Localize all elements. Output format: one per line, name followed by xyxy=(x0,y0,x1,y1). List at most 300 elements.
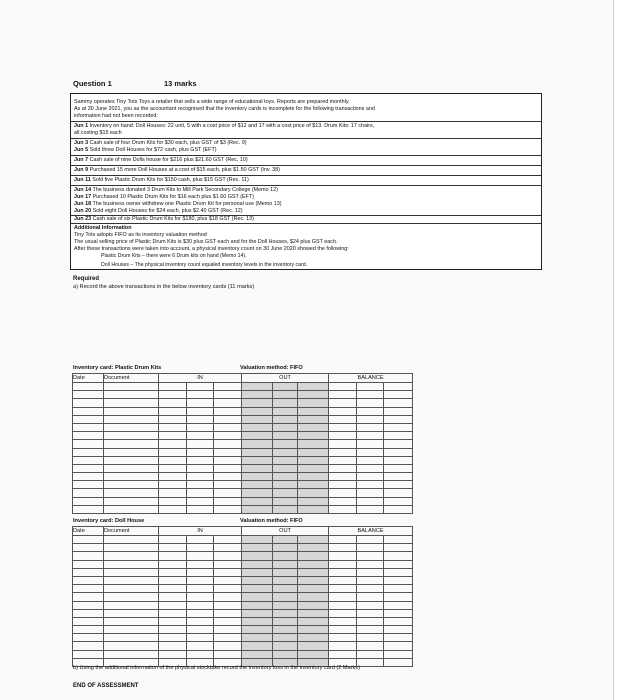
card-cell[interactable] xyxy=(384,593,413,601)
card-cell[interactable] xyxy=(384,601,413,609)
card-cell[interactable] xyxy=(329,464,357,472)
card-cell[interactable] xyxy=(214,456,242,464)
card-cell[interactable] xyxy=(242,544,273,552)
card-cell[interactable] xyxy=(73,568,104,576)
card-cell[interactable] xyxy=(73,536,104,544)
card-cell[interactable] xyxy=(357,473,384,481)
card-cell[interactable] xyxy=(357,585,384,593)
card-cell[interactable] xyxy=(273,473,298,481)
card-cell[interactable] xyxy=(187,423,214,431)
card-cell[interactable] xyxy=(384,481,413,489)
card-cell[interactable] xyxy=(298,415,329,423)
card-cell[interactable] xyxy=(187,544,214,552)
card-cell[interactable] xyxy=(329,568,357,576)
card-cell[interactable] xyxy=(73,609,104,617)
card-cell[interactable] xyxy=(273,576,298,584)
card-cell[interactable] xyxy=(357,650,384,658)
card-cell[interactable] xyxy=(104,391,159,399)
card-cell[interactable] xyxy=(73,464,104,472)
card-cell[interactable] xyxy=(104,650,159,658)
card-cell[interactable] xyxy=(242,552,273,560)
card-cell[interactable] xyxy=(104,464,159,472)
card-cell[interactable] xyxy=(273,464,298,472)
card-cell[interactable] xyxy=(159,448,187,456)
card-cell[interactable] xyxy=(187,505,214,513)
card-cell[interactable] xyxy=(273,505,298,513)
card-cell[interactable] xyxy=(73,383,104,391)
card-cell[interactable] xyxy=(214,552,242,560)
card-cell[interactable] xyxy=(159,505,187,513)
card-cell[interactable] xyxy=(104,497,159,505)
card-cell[interactable] xyxy=(298,481,329,489)
card-cell[interactable] xyxy=(273,601,298,609)
card-cell[interactable] xyxy=(298,464,329,472)
card-cell[interactable] xyxy=(159,650,187,658)
card-cell[interactable] xyxy=(273,634,298,642)
card-cell[interactable] xyxy=(329,617,357,625)
card-cell[interactable] xyxy=(73,473,104,481)
card-cell[interactable] xyxy=(214,399,242,407)
card-cell[interactable] xyxy=(242,601,273,609)
card-cell[interactable] xyxy=(73,489,104,497)
card-cell[interactable] xyxy=(214,601,242,609)
card-cell[interactable] xyxy=(159,536,187,544)
card-cell[interactable] xyxy=(384,544,413,552)
card-cell[interactable] xyxy=(187,626,214,634)
card-cell[interactable] xyxy=(187,464,214,472)
card-cell[interactable] xyxy=(298,593,329,601)
card-cell[interactable] xyxy=(242,617,273,625)
card-cell[interactable] xyxy=(273,415,298,423)
card-cell[interactable] xyxy=(104,634,159,642)
card-cell[interactable] xyxy=(384,473,413,481)
card-cell[interactable] xyxy=(357,440,384,448)
card-cell[interactable] xyxy=(242,415,273,423)
card-cell[interactable] xyxy=(187,432,214,440)
card-cell[interactable] xyxy=(73,626,104,634)
card-cell[interactable] xyxy=(214,473,242,481)
card-cell[interactable] xyxy=(242,568,273,576)
card-cell[interactable] xyxy=(73,391,104,399)
card-cell[interactable] xyxy=(159,440,187,448)
card-cell[interactable] xyxy=(187,536,214,544)
card-cell[interactable] xyxy=(329,576,357,584)
card-cell[interactable] xyxy=(298,432,329,440)
card-cell[interactable] xyxy=(329,585,357,593)
card-cell[interactable] xyxy=(73,423,104,431)
card-cell[interactable] xyxy=(242,585,273,593)
card-cell[interactable] xyxy=(187,415,214,423)
card-cell[interactable] xyxy=(104,617,159,625)
card-cell[interactable] xyxy=(242,391,273,399)
card-cell[interactable] xyxy=(104,601,159,609)
card-cell[interactable] xyxy=(384,552,413,560)
card-cell[interactable] xyxy=(329,448,357,456)
card-cell[interactable] xyxy=(273,407,298,415)
card-cell[interactable] xyxy=(298,601,329,609)
card-cell[interactable] xyxy=(242,642,273,650)
card-cell[interactable] xyxy=(329,650,357,658)
card-cell[interactable] xyxy=(298,505,329,513)
card-cell[interactable] xyxy=(104,642,159,650)
card-cell[interactable] xyxy=(298,456,329,464)
card-cell[interactable] xyxy=(187,642,214,650)
card-cell[interactable] xyxy=(159,585,187,593)
card-cell[interactable] xyxy=(159,464,187,472)
card-cell[interactable] xyxy=(104,415,159,423)
card-cell[interactable] xyxy=(329,383,357,391)
card-cell[interactable] xyxy=(73,560,104,568)
card-cell[interactable] xyxy=(187,399,214,407)
card-cell[interactable] xyxy=(73,601,104,609)
card-cell[interactable] xyxy=(187,601,214,609)
card-cell[interactable] xyxy=(384,634,413,642)
card-cell[interactable] xyxy=(273,456,298,464)
card-cell[interactable] xyxy=(104,399,159,407)
card-cell[interactable] xyxy=(329,481,357,489)
card-cell[interactable] xyxy=(159,601,187,609)
card-cell[interactable] xyxy=(357,407,384,415)
card-cell[interactable] xyxy=(214,585,242,593)
card-cell[interactable] xyxy=(384,407,413,415)
card-cell[interactable] xyxy=(104,568,159,576)
card-cell[interactable] xyxy=(214,440,242,448)
card-cell[interactable] xyxy=(187,497,214,505)
card-cell[interactable] xyxy=(298,473,329,481)
card-cell[interactable] xyxy=(159,473,187,481)
card-cell[interactable] xyxy=(273,391,298,399)
card-cell[interactable] xyxy=(104,407,159,415)
card-cell[interactable] xyxy=(214,415,242,423)
card-cell[interactable] xyxy=(214,432,242,440)
card-cell[interactable] xyxy=(242,650,273,658)
card-cell[interactable] xyxy=(384,642,413,650)
card-cell[interactable] xyxy=(187,552,214,560)
card-cell[interactable] xyxy=(73,415,104,423)
card-cell[interactable] xyxy=(242,505,273,513)
card-cell[interactable] xyxy=(329,609,357,617)
card-cell[interactable] xyxy=(104,473,159,481)
card-cell[interactable] xyxy=(298,497,329,505)
card-cell[interactable] xyxy=(104,536,159,544)
card-cell[interactable] xyxy=(159,568,187,576)
card-cell[interactable] xyxy=(73,544,104,552)
card-cell[interactable] xyxy=(187,568,214,576)
card-cell[interactable] xyxy=(329,560,357,568)
card-cell[interactable] xyxy=(159,383,187,391)
card-cell[interactable] xyxy=(298,440,329,448)
card-cell[interactable] xyxy=(273,536,298,544)
card-cell[interactable] xyxy=(214,609,242,617)
card-cell[interactable] xyxy=(104,560,159,568)
card-cell[interactable] xyxy=(329,432,357,440)
card-cell[interactable] xyxy=(104,544,159,552)
card-cell[interactable] xyxy=(159,489,187,497)
card-cell[interactable] xyxy=(187,407,214,415)
card-cell[interactable] xyxy=(73,456,104,464)
card-cell[interactable] xyxy=(214,544,242,552)
card-cell[interactable] xyxy=(159,423,187,431)
card-cell[interactable] xyxy=(329,634,357,642)
card-cell[interactable] xyxy=(329,456,357,464)
card-cell[interactable] xyxy=(214,423,242,431)
card-cell[interactable] xyxy=(159,407,187,415)
card-cell[interactable] xyxy=(384,448,413,456)
card-cell[interactable] xyxy=(159,560,187,568)
card-cell[interactable] xyxy=(329,391,357,399)
card-cell[interactable] xyxy=(298,391,329,399)
card-cell[interactable] xyxy=(329,505,357,513)
card-cell[interactable] xyxy=(187,617,214,625)
card-cell[interactable] xyxy=(159,626,187,634)
card-cell[interactable] xyxy=(298,448,329,456)
card-cell[interactable] xyxy=(357,399,384,407)
card-cell[interactable] xyxy=(273,481,298,489)
card-cell[interactable] xyxy=(384,383,413,391)
card-cell[interactable] xyxy=(273,593,298,601)
card-cell[interactable] xyxy=(214,505,242,513)
card-cell[interactable] xyxy=(214,391,242,399)
card-cell[interactable] xyxy=(242,456,273,464)
card-cell[interactable] xyxy=(242,383,273,391)
card-cell[interactable] xyxy=(357,448,384,456)
card-cell[interactable] xyxy=(242,440,273,448)
card-cell[interactable] xyxy=(214,576,242,584)
card-cell[interactable] xyxy=(242,497,273,505)
card-cell[interactable] xyxy=(187,489,214,497)
card-cell[interactable] xyxy=(159,432,187,440)
card-cell[interactable] xyxy=(159,609,187,617)
card-cell[interactable] xyxy=(298,560,329,568)
card-cell[interactable] xyxy=(329,489,357,497)
card-cell[interactable] xyxy=(357,383,384,391)
card-cell[interactable] xyxy=(298,399,329,407)
card-cell[interactable] xyxy=(329,536,357,544)
card-cell[interactable] xyxy=(242,634,273,642)
card-cell[interactable] xyxy=(329,440,357,448)
card-cell[interactable] xyxy=(273,497,298,505)
card-cell[interactable] xyxy=(384,609,413,617)
card-cell[interactable] xyxy=(73,650,104,658)
card-cell[interactable] xyxy=(214,481,242,489)
card-cell[interactable] xyxy=(384,568,413,576)
card-cell[interactable] xyxy=(73,593,104,601)
card-cell[interactable] xyxy=(159,399,187,407)
card-cell[interactable] xyxy=(242,609,273,617)
card-cell[interactable] xyxy=(298,626,329,634)
card-cell[interactable] xyxy=(214,650,242,658)
card-cell[interactable] xyxy=(214,617,242,625)
card-cell[interactable] xyxy=(329,552,357,560)
card-cell[interactable] xyxy=(273,440,298,448)
card-cell[interactable] xyxy=(214,560,242,568)
card-cell[interactable] xyxy=(357,464,384,472)
card-cell[interactable] xyxy=(187,383,214,391)
card-cell[interactable] xyxy=(329,423,357,431)
card-cell[interactable] xyxy=(214,448,242,456)
card-cell[interactable] xyxy=(159,552,187,560)
card-cell[interactable] xyxy=(384,497,413,505)
card-cell[interactable] xyxy=(357,391,384,399)
card-cell[interactable] xyxy=(298,568,329,576)
card-cell[interactable] xyxy=(242,399,273,407)
card-cell[interactable] xyxy=(159,642,187,650)
card-cell[interactable] xyxy=(104,626,159,634)
card-cell[interactable] xyxy=(214,383,242,391)
card-cell[interactable] xyxy=(273,609,298,617)
card-cell[interactable] xyxy=(104,440,159,448)
card-cell[interactable] xyxy=(104,489,159,497)
card-cell[interactable] xyxy=(214,642,242,650)
card-cell[interactable] xyxy=(104,585,159,593)
card-cell[interactable] xyxy=(187,473,214,481)
card-cell[interactable] xyxy=(298,544,329,552)
card-cell[interactable] xyxy=(357,415,384,423)
card-cell[interactable] xyxy=(104,609,159,617)
card-cell[interactable] xyxy=(73,440,104,448)
card-cell[interactable] xyxy=(242,423,273,431)
card-cell[interactable] xyxy=(159,481,187,489)
card-cell[interactable] xyxy=(242,432,273,440)
card-cell[interactable] xyxy=(298,585,329,593)
card-cell[interactable] xyxy=(242,407,273,415)
card-cell[interactable] xyxy=(329,642,357,650)
card-cell[interactable] xyxy=(329,473,357,481)
card-cell[interactable] xyxy=(242,593,273,601)
card-cell[interactable] xyxy=(104,576,159,584)
card-cell[interactable] xyxy=(159,617,187,625)
card-cell[interactable] xyxy=(273,448,298,456)
card-cell[interactable] xyxy=(273,560,298,568)
card-cell[interactable] xyxy=(329,497,357,505)
card-cell[interactable] xyxy=(357,626,384,634)
card-cell[interactable] xyxy=(357,544,384,552)
card-cell[interactable] xyxy=(329,544,357,552)
card-cell[interactable] xyxy=(104,481,159,489)
card-cell[interactable] xyxy=(214,464,242,472)
card-cell[interactable] xyxy=(104,383,159,391)
card-cell[interactable] xyxy=(329,415,357,423)
card-cell[interactable] xyxy=(73,585,104,593)
card-cell[interactable] xyxy=(273,568,298,576)
card-cell[interactable] xyxy=(104,423,159,431)
card-cell[interactable] xyxy=(273,642,298,650)
card-cell[interactable] xyxy=(384,432,413,440)
card-cell[interactable] xyxy=(357,617,384,625)
card-cell[interactable] xyxy=(242,536,273,544)
card-cell[interactable] xyxy=(298,407,329,415)
card-cell[interactable] xyxy=(384,489,413,497)
card-cell[interactable] xyxy=(187,576,214,584)
card-cell[interactable] xyxy=(159,544,187,552)
card-cell[interactable] xyxy=(357,536,384,544)
card-cell[interactable] xyxy=(384,423,413,431)
card-cell[interactable] xyxy=(357,552,384,560)
card-cell[interactable] xyxy=(384,585,413,593)
card-cell[interactable] xyxy=(273,626,298,634)
card-cell[interactable] xyxy=(298,609,329,617)
card-cell[interactable] xyxy=(298,423,329,431)
card-cell[interactable] xyxy=(384,399,413,407)
card-cell[interactable] xyxy=(73,481,104,489)
card-cell[interactable] xyxy=(357,576,384,584)
card-cell[interactable] xyxy=(357,423,384,431)
card-cell[interactable] xyxy=(73,576,104,584)
card-cell[interactable] xyxy=(357,432,384,440)
card-cell[interactable] xyxy=(384,626,413,634)
card-cell[interactable] xyxy=(357,642,384,650)
card-cell[interactable] xyxy=(73,448,104,456)
card-cell[interactable] xyxy=(384,536,413,544)
card-cell[interactable] xyxy=(73,505,104,513)
card-cell[interactable] xyxy=(187,481,214,489)
card-cell[interactable] xyxy=(298,536,329,544)
card-cell[interactable] xyxy=(357,601,384,609)
card-cell[interactable] xyxy=(242,489,273,497)
card-cell[interactable] xyxy=(73,399,104,407)
card-cell[interactable] xyxy=(357,609,384,617)
card-cell[interactable] xyxy=(214,568,242,576)
card-cell[interactable] xyxy=(384,464,413,472)
card-cell[interactable] xyxy=(384,456,413,464)
card-cell[interactable] xyxy=(104,432,159,440)
card-cell[interactable] xyxy=(357,456,384,464)
card-cell[interactable] xyxy=(242,448,273,456)
card-cell[interactable] xyxy=(214,626,242,634)
card-cell[interactable] xyxy=(298,489,329,497)
card-cell[interactable] xyxy=(73,642,104,650)
card-cell[interactable] xyxy=(187,634,214,642)
card-cell[interactable] xyxy=(242,560,273,568)
card-cell[interactable] xyxy=(298,552,329,560)
card-cell[interactable] xyxy=(214,497,242,505)
card-cell[interactable] xyxy=(242,464,273,472)
card-cell[interactable] xyxy=(298,383,329,391)
card-cell[interactable] xyxy=(187,585,214,593)
card-cell[interactable] xyxy=(73,634,104,642)
card-cell[interactable] xyxy=(187,593,214,601)
card-cell[interactable] xyxy=(384,576,413,584)
card-cell[interactable] xyxy=(273,383,298,391)
card-cell[interactable] xyxy=(187,609,214,617)
card-cell[interactable] xyxy=(159,593,187,601)
card-cell[interactable] xyxy=(242,481,273,489)
card-cell[interactable] xyxy=(242,576,273,584)
card-cell[interactable] xyxy=(357,634,384,642)
card-cell[interactable] xyxy=(298,576,329,584)
card-cell[interactable] xyxy=(104,456,159,464)
card-cell[interactable] xyxy=(159,634,187,642)
card-cell[interactable] xyxy=(298,642,329,650)
card-cell[interactable] xyxy=(73,552,104,560)
card-cell[interactable] xyxy=(187,560,214,568)
card-cell[interactable] xyxy=(73,432,104,440)
card-cell[interactable] xyxy=(242,473,273,481)
card-cell[interactable] xyxy=(298,650,329,658)
card-cell[interactable] xyxy=(187,650,214,658)
card-cell[interactable] xyxy=(357,497,384,505)
card-cell[interactable] xyxy=(384,391,413,399)
card-cell[interactable] xyxy=(273,552,298,560)
card-cell[interactable] xyxy=(73,497,104,505)
card-cell[interactable] xyxy=(384,658,413,666)
card-cell[interactable] xyxy=(384,440,413,448)
card-cell[interactable] xyxy=(273,399,298,407)
card-cell[interactable] xyxy=(273,489,298,497)
card-cell[interactable] xyxy=(357,489,384,497)
card-cell[interactable] xyxy=(73,617,104,625)
card-cell[interactable] xyxy=(214,593,242,601)
